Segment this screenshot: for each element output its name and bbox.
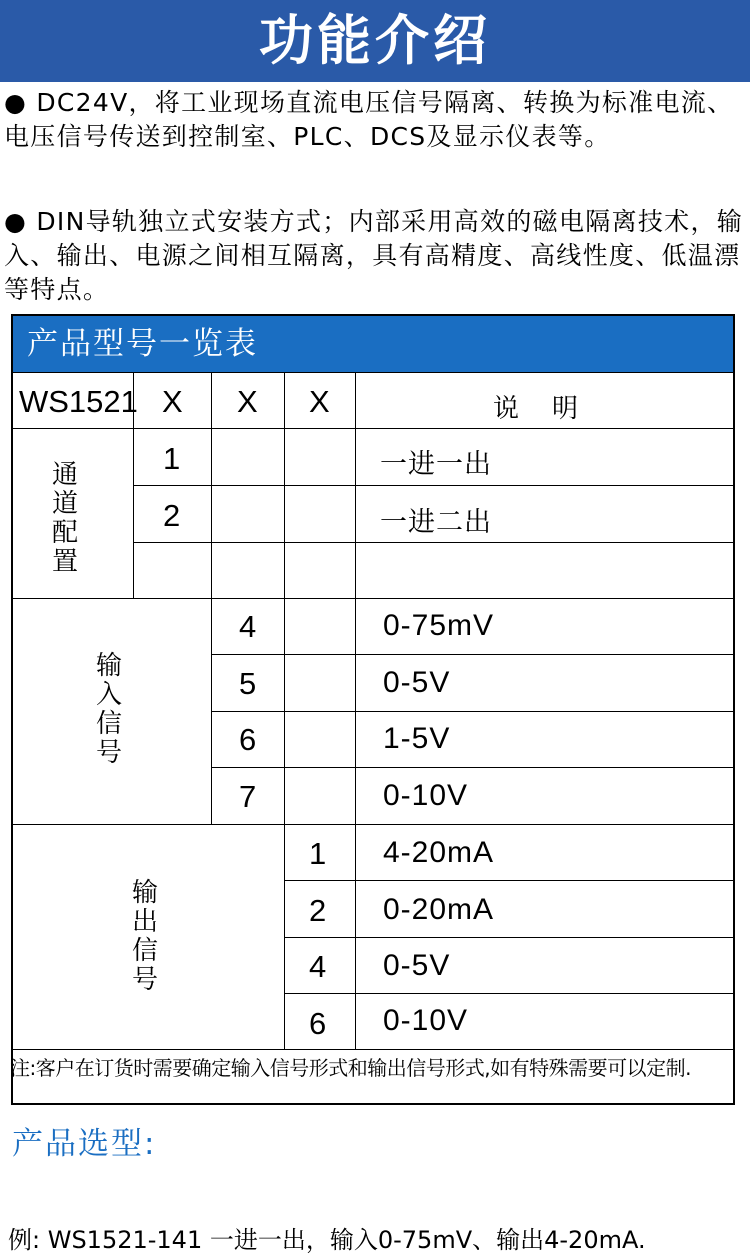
output-code: 2	[309, 893, 327, 928]
output-desc: 0-5V	[383, 949, 451, 982]
channel-code: 2	[163, 498, 181, 533]
input-code: 6	[239, 722, 257, 757]
divider	[211, 372, 212, 824]
model-table	[11, 314, 735, 1105]
divider	[133, 485, 733, 486]
divider	[211, 711, 733, 712]
input-desc: 0-75mV	[383, 609, 495, 642]
divider	[284, 937, 733, 938]
channel-code: 1	[163, 441, 181, 476]
code-placeholder-x: X	[237, 384, 258, 419]
group-label-output: 输出信号	[131, 878, 158, 995]
group-label-channel: 通道配置	[51, 460, 78, 577]
feature-paragraph: ● DIN导轨独立式安装方式；内部采用高效的磁电隔离技术，输入、输出、电源之间相互隔离，具有高精度、高线性度、低温漂等特点。	[4, 207, 744, 304]
divider	[13, 824, 733, 825]
input-code: 5	[239, 666, 257, 701]
input-desc: 1-5V	[383, 722, 451, 755]
output-desc: 4-20mA	[383, 836, 495, 869]
divider	[13, 598, 733, 599]
input-desc: 0-5V	[383, 666, 451, 699]
divider	[211, 654, 733, 655]
divider	[284, 880, 733, 881]
divider	[13, 1049, 733, 1050]
output-code: 1	[309, 836, 327, 871]
divider	[284, 993, 733, 994]
table-note: 注:客户在订货时需要确定输入信号形式和输出信号形式,如有特殊需要可以定制.	[10, 1056, 691, 1080]
divider	[355, 372, 356, 1049]
group-label-input: 输入信号	[95, 651, 122, 768]
channel-desc: 一进一出	[380, 449, 492, 480]
table-title: 产品型号一览表	[13, 316, 733, 372]
divider	[133, 542, 733, 543]
page-title: 功能介绍	[0, 0, 750, 82]
code-placeholder-x: X	[162, 384, 183, 419]
code-placeholder-x: X	[309, 384, 330, 419]
model-code: WS1521	[19, 384, 138, 419]
output-code: 6	[309, 1006, 327, 1041]
feature-paragraph: ● DC24V，将工业现场直流电压信号隔离、转换为标准电流、电压信号传送到控制室、PLC、DCS及显示仪表等。	[4, 88, 734, 151]
output-desc: 0-20mA	[383, 893, 495, 926]
example-text: 例: WS1521-141 一进一出，输入0-75mV、输出4-20mA.	[8, 1226, 646, 1254]
channel-desc: 一进二出	[380, 507, 492, 538]
input-desc: 0-10V	[383, 779, 469, 812]
divider	[13, 428, 733, 429]
divider	[284, 372, 285, 1049]
divider	[211, 767, 733, 768]
divider	[13, 372, 733, 373]
output-desc: 0-10V	[383, 1004, 469, 1037]
output-code: 4	[309, 949, 327, 984]
input-code: 7	[239, 779, 257, 814]
input-code: 4	[239, 609, 257, 644]
description-header: 说 明	[493, 394, 579, 424]
section-title: 产品选型:	[12, 1126, 157, 1162]
